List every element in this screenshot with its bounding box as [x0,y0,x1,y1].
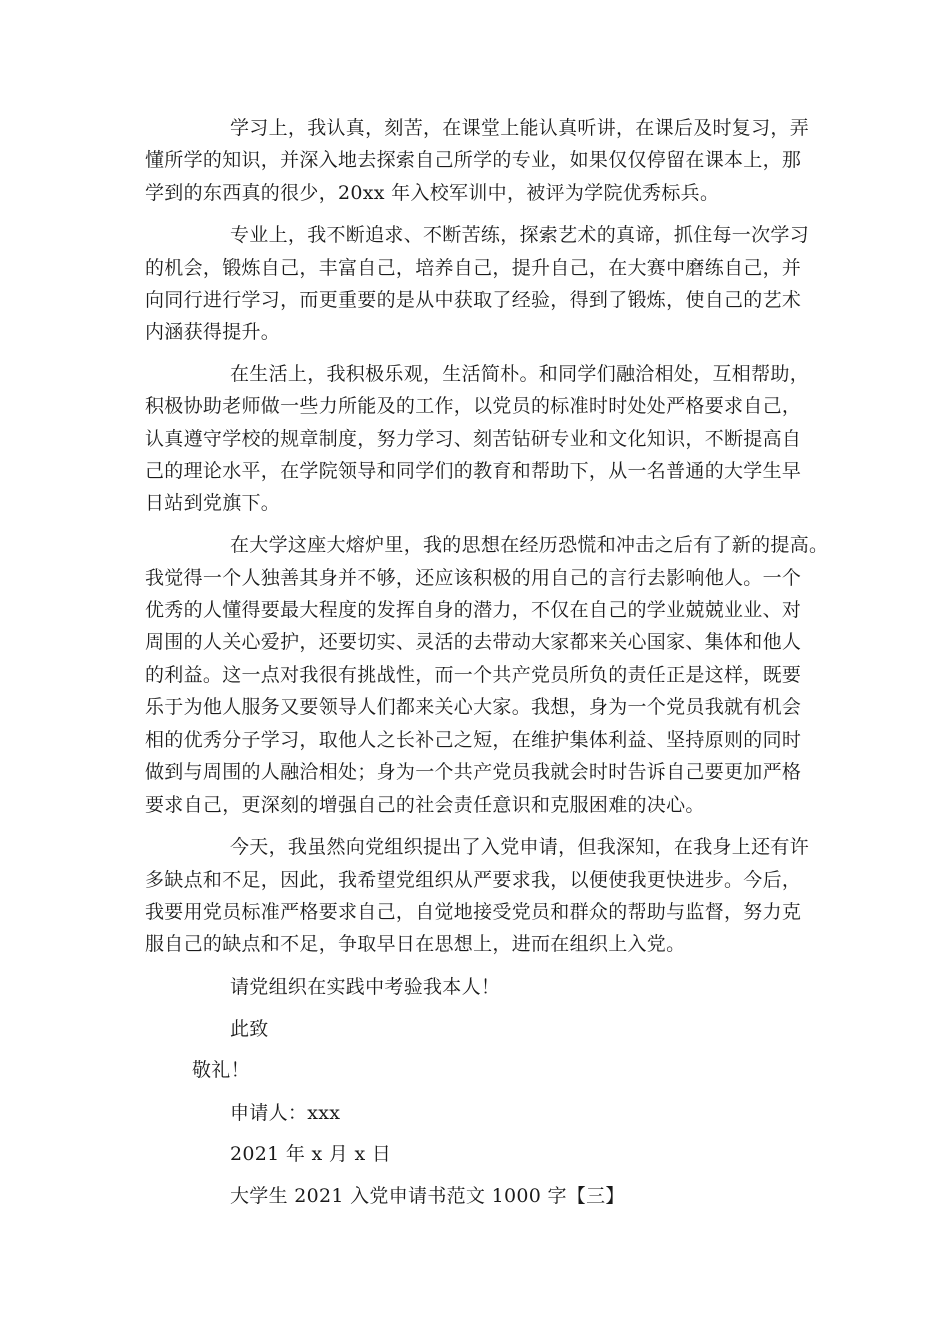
text-line: 的机会，锻炼自己，丰富自己，培养自己，提升自己，在大赛中磨练自己，并 [145,257,802,279]
closing-line: 此致 [230,1018,269,1040]
text-line: 今天，我虽然向党组织提出了入党申请，但我深知，在我身上还有许 [230,836,810,858]
text-line: 积极协助老师做一些力所能及的工作，以党员的标准时时处处严格要求自己， [145,395,802,417]
text-line: 的利益。这一点对我很有挑战性，而一个共产党员所负的责任正是这样，既要 [145,664,802,686]
text-line: 在生活上，我积极乐观，生活简朴。和同学们融洽相处，互相帮助， [230,363,810,385]
request-line: 请党组织在实践中考验我本人！ [230,976,501,998]
applicant-line: 申请人：xxx [230,1102,341,1124]
text-line: 我觉得一个人独善其身并不够，还应该积极的用自己的言行去影响他人。一个 [145,567,802,589]
text-line: 学习上，我认真，刻苦，在课堂上能认真听讲，在课后及时复习，弄 [230,117,810,139]
text-line: 优秀的人懂得要最大程度的发挥自身的潜力，不仅在自己的学业兢兢业业、对 [145,599,802,621]
text-line: 内涵获得提升。 [145,321,281,343]
salute-line: 敬礼！ [192,1059,250,1081]
text-line: 相的优秀分子学习，取他人之长补己之短，在维护集体利益、坚持原则的同时 [145,729,802,751]
text-line: 服自己的缺点和不足，争取早日在思想上，进而在组织上入党。 [145,933,686,955]
text-line: 乐于为他人服务又要领导人们都来关心大家。我想，身为一个党员我就有机会 [145,696,802,718]
text-line: 要求自己，更深刻的增强自己的社会责任意识和克服困难的决心。 [145,794,705,816]
text-line: 日站到党旗下。 [145,492,281,514]
text-line: 学到的东西真的很少，20xx 年入校军训中，被评为学院优秀标兵。 [145,182,720,204]
text-line: 认真遵守学校的规章制度，努力学习、刻苦钻研专业和文化知识，不断提高自 [145,428,802,450]
text-line: 周围的人关心爱护，还要切实、灵活的去带动大家都来关心国家、集体和他人 [145,631,802,653]
text-line: 在大学这座大熔炉里，我的思想在经历恐慌和冲击之后有了新的提高。 [230,534,829,556]
text-line: 多缺点和不足，因此，我希望党组织从严要求我，以便使我更快进步。今后， [145,869,802,891]
text-line: 懂所学的知识，并深入地去探索自己所学的专业，如果仅仅停留在课本上，那 [145,149,802,171]
date-line: 2021 年 x 月 x 日 [230,1143,392,1165]
text-line: 我要用党员标准严格要求自己，自觉地接受党员和群众的帮助与监督，努力克 [145,901,802,923]
text-line: 做到与周围的人融洽相处；身为一个共产党员我就会时时告诉自己要更加严格 [145,761,802,783]
text-line: 专业上，我不断追求、不断苦练，探索艺术的真谛，抓住每一次学习 [230,224,810,246]
section-title: 大学生 2021 入党申请书范文 1000 字【三】 [230,1185,625,1207]
text-line: 向同行进行学习，而更重要的是从中获取了经验，得到了锻炼，使自己的艺术 [145,289,802,311]
text-line: 己的理论水平，在学院领导和同学们的教育和帮助下，从一名普通的大学生早 [145,460,802,482]
